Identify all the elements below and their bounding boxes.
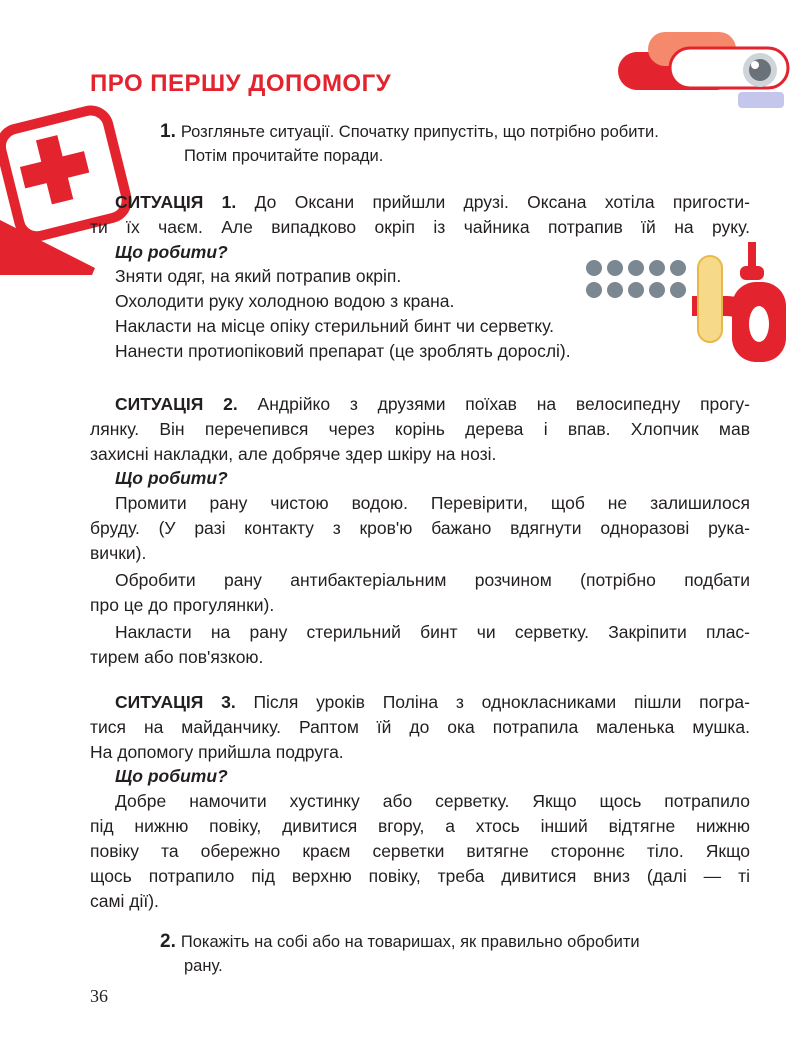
situation-2-advice: тирем або пов'язкою. — [90, 647, 264, 667]
situation-1-label: СИТУАЦІЯ 1. — [115, 192, 237, 212]
situation-2-advice: Промити рану чистою водою. Перевірити, щоб не залишилося — [115, 493, 750, 513]
task-1-number: 1. — [160, 121, 176, 142]
situation-3-block — [90, 690, 750, 920]
situation-3-advice: Добре намочити хустинку або серветку. Якщо щось потрапило — [115, 791, 750, 811]
situation-1-line: ти їх чаєм. Але випадково окріп із чайника потрапив їй на руку. — [90, 217, 750, 237]
situation-2-question: Що робити? — [115, 468, 228, 488]
situation-2-line: СИТУАЦІЯ 2. Андрійко з друзями поїхав на велосипедну прогу- — [115, 394, 750, 414]
situation-1-block — [90, 190, 750, 370]
situation-3-advice: щось потрапило під верхню повіку, треба дивитися вниз (далі — ті — [90, 866, 750, 886]
situation-3-line: На допомогу прийшла подруга. — [90, 742, 344, 762]
task-2-line: рану. — [184, 957, 223, 975]
task-1 — [160, 120, 750, 168]
situation-3-advice: самі дії). — [90, 891, 159, 911]
situation-2-advice: Обробити рану антибактеріальним розчином (потрібно подбати — [115, 570, 750, 590]
situation-2-advice: Накласти на рану стерильний бинт чи серветку. Закріпити плас- — [115, 622, 750, 642]
situation-3-label: СИТУАЦІЯ 3. — [115, 692, 236, 712]
situation-2-line: лянку. Він перечепився через корінь дерева і впав. Хлопчик мав — [90, 419, 750, 439]
task-2-line: Покажіть на собі або на товаришах, як правильно обробити — [180, 933, 640, 951]
situation-2-advice: про це до прогулянки). — [90, 595, 275, 615]
situation-1-advice: Охолодити руку холодною водою з крана. — [115, 291, 455, 311]
situation-3-advice: під нижню повіку, дивитися вгору, а хтось інший відтягне нижню — [90, 816, 750, 836]
situation-1-advice: Накласти на місце опіку стерильний бинт чи серветку. — [115, 316, 554, 336]
task-2 — [160, 930, 750, 978]
situation-2-advice: вички). — [90, 543, 147, 563]
page-number: 36 — [90, 986, 108, 1006]
situation-3-advice: повіку та обережно краєм серветки витягне стороннє тіло. Якщо — [90, 841, 750, 861]
situation-2-block — [90, 392, 750, 672]
situation-2-label: СИТУАЦІЯ 2. — [115, 394, 238, 414]
situation-2-line: захисні накладки, але добряче здер шкіру на нозі. — [90, 444, 497, 464]
task-2-number: 2. — [160, 931, 176, 952]
eye-pill-illustration — [618, 26, 790, 112]
task-1-line: Розгляньте ситуації. Спочатку припустіть, що потрібно робити. — [180, 123, 659, 141]
situation-2-advice: бруду. (У разі контакту з кров'ю бажано вдягнути одноразові рука- — [90, 518, 750, 538]
situation-1-advice: Зняти одяг, на який потрапив окріп. — [115, 266, 402, 286]
situation-3-line: СИТУАЦІЯ 3. Після уроків Поліна з однокласниками пішли погра- — [115, 692, 750, 712]
situation-1-advice: Нанести протиопіковий препарат (це зроблять дорослі). — [115, 341, 571, 361]
task-1-line: Потім прочитайте поради. — [184, 147, 384, 165]
page-title: ПРО ПЕРШУ ДОПОМОГУ — [90, 70, 392, 97]
situation-3-question: Що робити? — [115, 766, 228, 786]
situation-1-question: Що робити? — [115, 242, 228, 262]
situation-3-line: тися на майданчику. Раптом їй до ока потрапила маленька мушка. — [90, 717, 750, 737]
situation-1-line: СИТУАЦІЯ 1. До Оксани прийшли друзі. Оксана хотіла пригости- — [115, 192, 750, 212]
